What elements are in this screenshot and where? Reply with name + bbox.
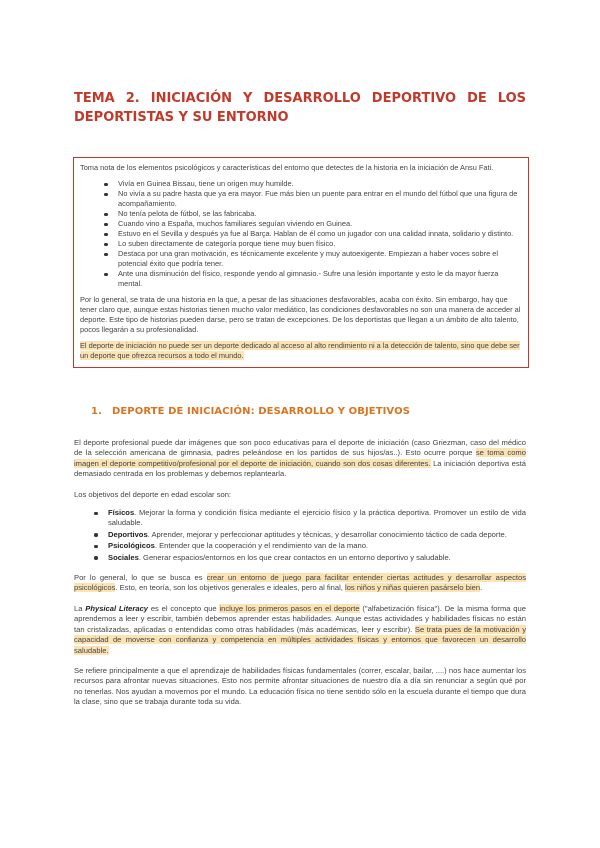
paragraph-text: ("alfabetización física"). De la misma forma que aprendemos a leer y escribir, también debemos aprender estas habilidades. Aunque estas actividades y habilidades físicas no están tan cristalizadas, aplicadas o entendidas como otras habilidades (más académicas, leer y escribir).: [74, 603, 526, 634]
paragraph-text: La: [74, 603, 86, 613]
list-item: Lo suben directamente de categoría porque tiene muy buen físico.: [104, 239, 522, 249]
box-highlight: [80, 341, 522, 361]
objectives-list: [74, 508, 526, 563]
objective-text: . Mejorar la forma y condición física mediante el ejercicio físico y la práctica deportiva. Promover un estilo de vida saludable.: [108, 508, 526, 528]
objective-term: Físicos: [108, 508, 135, 518]
paragraph-1: [74, 438, 526, 480]
paragraph-text: La iniciación deportiva está demasiado centrada en los problemas y debemos replantearla.: [74, 458, 526, 479]
highlighted-text: Se trata pues de la motivación y capacidad de moverse con confianza y competencia en múltiples actividades físicas y entornos que favorecen un desarrollo saludable.: [74, 624, 526, 655]
highlighted-text: crear un entorno de juego para facilitar entender ciertas actitudes y desarrollar aspectos psicológicos: [74, 573, 527, 593]
list-item: Cuando vino a España, muchos familiares seguían viviendo en Guinea.: [104, 219, 522, 229]
objective-term: Deportivos: [108, 529, 148, 539]
section-body: [74, 438, 526, 718]
box-summary: Por lo general, se trata de una historia en la que, a pesar de las situaciones desfavorables, acaba con éxito. Sin embargo, hay que tener claro que, aunque estas historias tienen mucho valor mediático, las condiciones desfavorables no son una manera de acceder al deporte. Este tipo de historias pueden darse, pero se tratan de excepciones. De los deportistas que llegan a un ámbito de alto talento, pocos llegarán a su profesionalidad.: [80, 295, 521, 334]
box-bullet-list: [80, 179, 522, 289]
list-item: [94, 530, 526, 540]
paragraph-4: [74, 604, 526, 656]
term-physical-literacy: Physical Literacy: [85, 603, 149, 613]
document-title: TEMA 2. INICIACIÓN Y DESARROLLO DEPORTIVO DE LOS DEPORTISTAS Y SU ENTORNO: [74, 91, 526, 125]
list-item: [94, 541, 526, 551]
section-number: 1.: [91, 406, 102, 417]
highlighted-text: El deporte de iniciación no puede ser un deporte dedicado al acceso al alto rendimiento ni a la detección de talento, sino que debe ser un deporte que ofrezca recursos a todo el mundo.: [80, 341, 520, 360]
objective-term: Psicológicos: [108, 541, 155, 551]
section-title: DEPORTE DE INICIACIÓN: DESARROLLO Y OBJETIVOS: [111, 406, 410, 417]
highlighted-text: incluye los primeros pasos en el deporte: [219, 603, 360, 613]
objective-term: Sociales: [108, 552, 139, 562]
list-item: Estuvo en el Sevilla y después ya fue al Barça. Hablan de él como un jugador con una calidad innata, solidario y distinto.: [104, 229, 522, 239]
paragraph-text: es el concepto que: [148, 603, 220, 613]
paragraph-text: Por lo general, lo que se busca es: [74, 573, 207, 583]
paragraph-2: Los objetivos del deporte en edad escolar son:: [74, 489, 232, 499]
paragraph-text: El deporte profesional puede dar imágenes que son poco educativas para el deporte de iniciación (caso Griezman, caso del médico de la selección americana de gimnasia, padres peleándose en los partidos de sus hijos/as..). Esto ocurre porque: [74, 438, 526, 458]
paragraph-5: Se refiere principalmente a que el aprendizaje de habilidades físicas fundamentales (correr, escalar, bailar, ....) nos hace aumentar los recursos para afrontar nuevas situaciones. Esto nos permite afrontar situaciones de nuestro día a día sin renunciar a según qué por no tenerlas. Nos ayudan a movernos por el mundo. La educación física no tiene sentido sólo en la escuela durante el tiempo que dura la clase, sino que se trabaja durante toda su vida.: [74, 665, 526, 707]
notes-box: [73, 157, 529, 368]
objective-text: . Entender que la cooperación y el rendimiento van de la mano.: [154, 541, 369, 551]
paragraph-text: . Esto, en teoría, son los objetivos generales e ideales, pero al final,: [115, 583, 346, 593]
list-item: [94, 508, 526, 529]
section-heading: [91, 406, 410, 417]
list-item: No vivía a su padre hasta que ya era mayor. Fue más bien un puente para entrar en el mundo del fútbol que una figura de acompañamiento.: [104, 189, 522, 209]
list-item: No tenía pelota de fútbol, se las fabricaba.: [104, 209, 522, 219]
list-item: Vivía en Guinea Bissau, tiene un origen muy humilde.: [104, 179, 522, 189]
box-intro: Toma nota de los elementos psicológicos y características del entorno que detectes de la historia en la iniciación de Ansu Fati.: [80, 163, 494, 172]
paragraph-text: .: [480, 583, 483, 593]
objective-text: . Aprender, mejorar y perfeccionar aptitudes y técnicas, y desarrollar conocimiento táctico de cada deporte.: [147, 529, 507, 539]
highlighted-text: se toma como imagen el deporte competitivo/profesional por el deporte de iniciación, cuando son dos cosas diferentes.: [74, 448, 526, 468]
objective-text: . Generar espacios/entornos en los que crear contactos en un entorno deportivo y saludable.: [138, 552, 451, 562]
highlighted-text: los niños y niñas quieren pasárselo bien: [345, 583, 481, 593]
list-item: Destaca por una gran motivación, es técnicamente excelente y muy autoexigente. Empiezan a haber voces sobre el potencial éxito que podría tener.: [104, 249, 522, 269]
list-item: Ante una disminución del físico, responde yendo al gimnasio.- Sufre una lesión importante y esto le da mayor fuerza mental.: [104, 269, 522, 289]
paragraph-3: [74, 573, 526, 594]
list-item: [94, 553, 526, 563]
